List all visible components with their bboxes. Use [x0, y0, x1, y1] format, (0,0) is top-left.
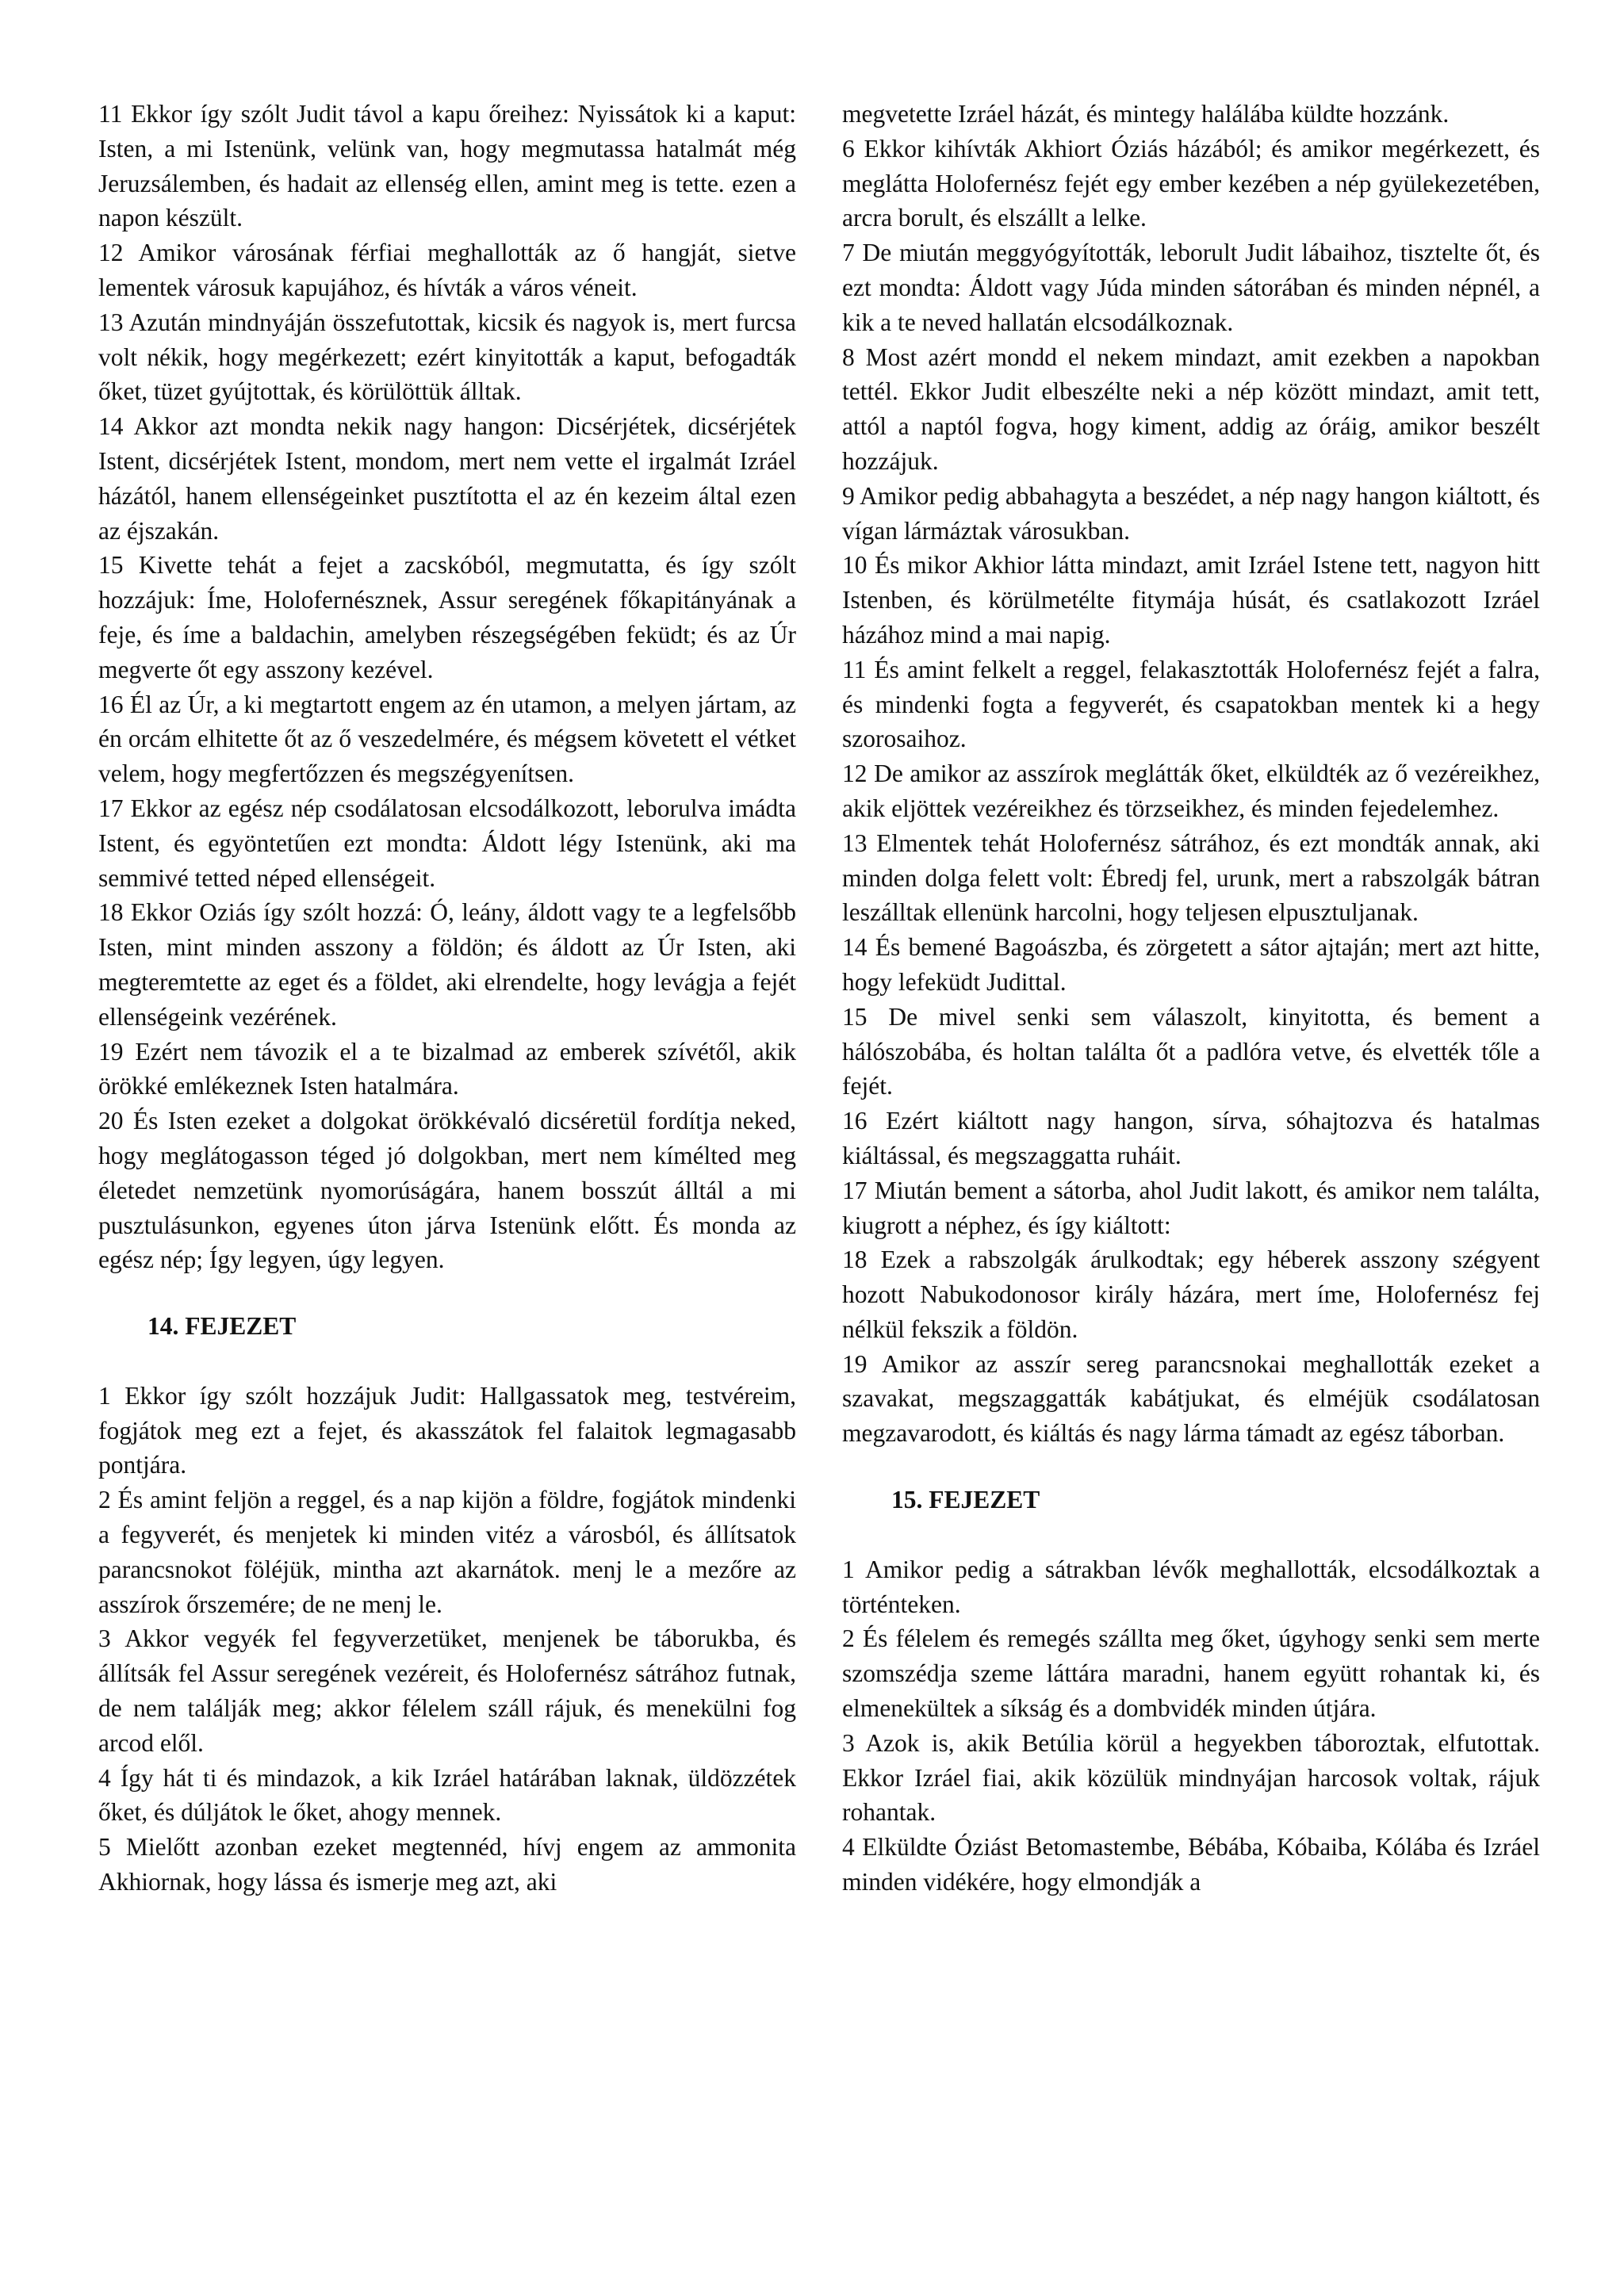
- verse-paragraph: megvetette Izráel házát, és mintegy halálába küldte hozzánk.: [842, 100, 1450, 128]
- verse-paragraph: 14 Akkor azt mondta nekik nagy hangon: Dicsérjétek, dicsérjétek Istent, dicsérjétek Istent, mondom, mert nem vette el irgalmát Izráel házától, hanem ellenségeinket pusztította el az én kezeim által ezen az éjszakán.: [98, 412, 796, 545]
- verse-paragraph: 15 Kivette tehát a fejet a zacskóból, megmutatta, és így szólt hozzájuk: Íme, Holofernésznek, Assur seregének főkapitányának a feje, és íme a baldachin, amelyben részegségében feküdt; és az Úr megverte őt egy asszony kezével.: [98, 551, 796, 683]
- verse-paragraph: 14 És bemené Bagoászba, és zörgetett a sátor ajtaján; mert azt hitte, hogy lefeküdt Judittal.: [842, 933, 1540, 996]
- verse-paragraph: 2 És amint feljön a reggel, és a nap kijön a földre, fogjátok mindenki a fegyverét, és menjetek ki minden vitéz a városból, és állítsatok parancsnokot föléjük, mintha azt akarnátok. menj le a mezőre az asszírok őrszemére; de ne menj le.: [98, 1486, 796, 1618]
- verse-paragraph: 3 Akkor vegyék fel fegyverzetüket, menjenek be táborukba, és állítsák fel Assur seregének vezéreit, és Holofernész sátrához futnak, de nem találják meg; akkor félelem száll rájuk, és menekülni fog arcod elől.: [98, 1624, 796, 1757]
- verse-paragraph: 19 Ezért nem távozik el a te bizalmad az emberek szívétől, akik örökké emlékeznek Isten hatalmára.: [98, 1037, 796, 1100]
- verse-paragraph: 5 Mielőtt azonban ezeket megtennéd, hívj engem az ammonita Akhiornak, hogy lássa és ismerje meg azt, aki: [98, 1833, 796, 1896]
- verse-paragraph: 18 Ezek a rabszolgák árulkodtak; egy héberek asszony szégyent hozott Nabukodonosor király házára, mert íme, Holofernész fej nélkül fekszik a földön.: [842, 1246, 1540, 1343]
- left-column: [98, 97, 796, 1900]
- verse-paragraph: 11 Ekkor így szólt Judit távol a kapu őreihez: Nyissátok ki a kaput: Isten, a mi Istenünk, velünk van, hogy megmutassa hatalmát még Jeruzsálemben, és hadait az ellenség ellen, amint meg is tette. ezen a napon készült.: [98, 100, 796, 232]
- verse-paragraph: 8 Most azért mondd el nekem mindazt, amit ezekben a napokban tettél. Ekkor Judit elbeszélte neki a nép között mindazt, amit tett, attól a naptól fogva, hogy kiment, addig az óráig, amikor beszélt hozzájuk.: [842, 342, 1540, 475]
- verse-paragraph: 16 Ezért kiáltott nagy hangon, sírva, sóhajtozva és hatalmas kiáltással, és megszaggatta ruháit.: [842, 1107, 1540, 1169]
- verse-paragraph: 19 Amikor az asszír sereg parancsnokai meghallották ezeket a szavakat, megszaggatták kabátjukat, és elméjük csodálatosan megzavarodott, és kiáltás és nagy lárma támadt az egész táborban.: [842, 1349, 1540, 1448]
- verse-paragraph: 16 Él az Úr, a ki megtartott engem az én utamon, a melyen jártam, az én orcám elhitette őt az ő veszedelmére, és mégsem követett el vétket velem, hogy megfertőzzen és megszégyenítsen.: [98, 690, 796, 788]
- verse-paragraph: 9 Amikor pedig abbahagyta a beszédet, a nép nagy hangon kiáltott, és vígan lármáztak városukban.: [842, 481, 1540, 545]
- chapter-heading: 15. FEJEZET: [891, 1486, 1040, 1514]
- verse-paragraph: 18 Ekkor Oziás így szólt hozzá: Ó, leány, áldott vagy te a legfelsőbb Isten, mint minden asszony a földön; és áldott az Úr Isten, aki megteremtette az eget és a földet, aki elrendelte, hogy levágja a fejét ellenségeink vezérének.: [98, 898, 796, 1031]
- verse-paragraph: 6 Ekkor kihívták Akhiort Óziás házából; és amikor megérkezett, és meglátta Holofernész fejét egy ember kezében a nép gyülekezetében, arcra borult, és elszállt a lelke.: [842, 134, 1540, 232]
- chapter-heading: 14. FEJEZET: [147, 1312, 297, 1341]
- verse-paragraph: 17 Ekkor az egész nép csodálatosan elcsodálkozott, leborulva imádta Istent, és egyöntetűen ezt mondta: Áldott légy Istenünk, aki ma semmivé tetted néped ellenségeit.: [98, 794, 796, 892]
- verse-paragraph: 10 És mikor Akhior látta mindazt, amit Izráel Istene tett, nagyon hitt Istenben, és körülmetélte fitymája húsát, és csatlakozott Izráel házához mind a mai napig.: [842, 551, 1540, 649]
- verse-paragraph: 1 Amikor pedig a sátrakban lévők meghallották, elcsodálkoztak a történteken.: [842, 1555, 1540, 1618]
- verse-paragraph: 7 De miután meggyógyították, leborult Judit lábaihoz, tisztelte őt, és ezt mondta: Áldott vagy Júda minden sátorában és minden népnél, a kik a te neved hallatán elcsodálkoznak.: [842, 239, 1540, 336]
- verse-paragraph: 12 Amikor városának férfiai meghallották az ő hangját, sietve lementek városuk kapujához, és hívták a város véneit.: [98, 239, 796, 301]
- verse-paragraph: 2 És félelem és remegés szállta meg őket, úgyhogy senki sem merte szomszédja szeme láttára maradni, hanem együtt rohantak ki, és elmenekültek a síkság és a dombvidék minden útjára.: [842, 1624, 1540, 1723]
- right-column: [842, 97, 1540, 1900]
- verse-paragraph: 12 De amikor az asszírok meglátták őket, elküldték az ő vezéreikhez, akik eljöttek vezéreikhez és törzseikhez, és minden fejedelemhez.: [842, 760, 1540, 822]
- verse-paragraph: 4 Így hát ti és mindazok, a kik Izráel határában laknak, üldözzétek őket, és dúljátok le őket, ahogy mennek.: [98, 1763, 796, 1827]
- verse-paragraph: 13 Azután mindnyáján összefutottak, kicsik és nagyok is, mert furcsa volt nékik, hogy megérkezett; ezért kinyitották a kaput, befogadták őket, tüzet gyújtottak, és körülöttük álltak.: [98, 308, 796, 406]
- verse-paragraph: 3 Azok is, akik Betúlia körül a hegyekben táboroztak, elfutottak. Ekkor Izráel fiai, akik közülük mindnyájan harcosok voltak, rájuk rohantak.: [842, 1728, 1540, 1827]
- verse-paragraph: 4 Elküldte Óziást Betomastembe, Bébába, Kóbaiba, Kólába és Izráel minden vidékére, hogy elmondják a: [842, 1833, 1540, 1896]
- verse-paragraph: 20 És Isten ezeket a dolgokat örökkévaló dicséretül fordítja neked, hogy meglátogasson téged jó dolgokban, mert nem kímélted meg életedet nemzetünk nyomorúságára, hanem bosszút álltál a mi pusztulásunkon, egyenes úton járva Istenünk előtt. És monda az egész nép; Így legyen, úgy legyen.: [98, 1107, 796, 1274]
- verse-paragraph: 15 De mivel senki sem válaszolt, kinyitotta, és bement a hálószobába, és holtan találta őt a padlóra vetve, és elvették tőle a fejét.: [842, 1002, 1540, 1100]
- verse-paragraph: 17 Miután bement a sátorba, ahol Judit lakott, és amikor nem találta, kiugrott a néphez, és így kiáltott:: [842, 1176, 1540, 1239]
- verse-paragraph: 1 Ekkor így szólt hozzájuk Judit: Hallgassatok meg, testvéreim, fogjátok meg ezt a fejet, és akasszátok fel falaitok legmagasabb pontjára.: [98, 1381, 796, 1479]
- verse-paragraph: 11 És amint felkelt a reggel, felakasztották Holofernész fejét a falra, és mindenki fogta a fegyverét, és csapatokban mentek ki a hegy szorosaihoz.: [842, 655, 1540, 753]
- verse-paragraph: 13 Elmentek tehát Holofernész sátrához, és ezt mondták annak, aki minden dolga felett volt: Ébredj fel, urunk, mert a rabszolgák bátran leszálltak ellenünk harcolni, hogy teljesen elpusztuljanak.: [842, 828, 1540, 927]
